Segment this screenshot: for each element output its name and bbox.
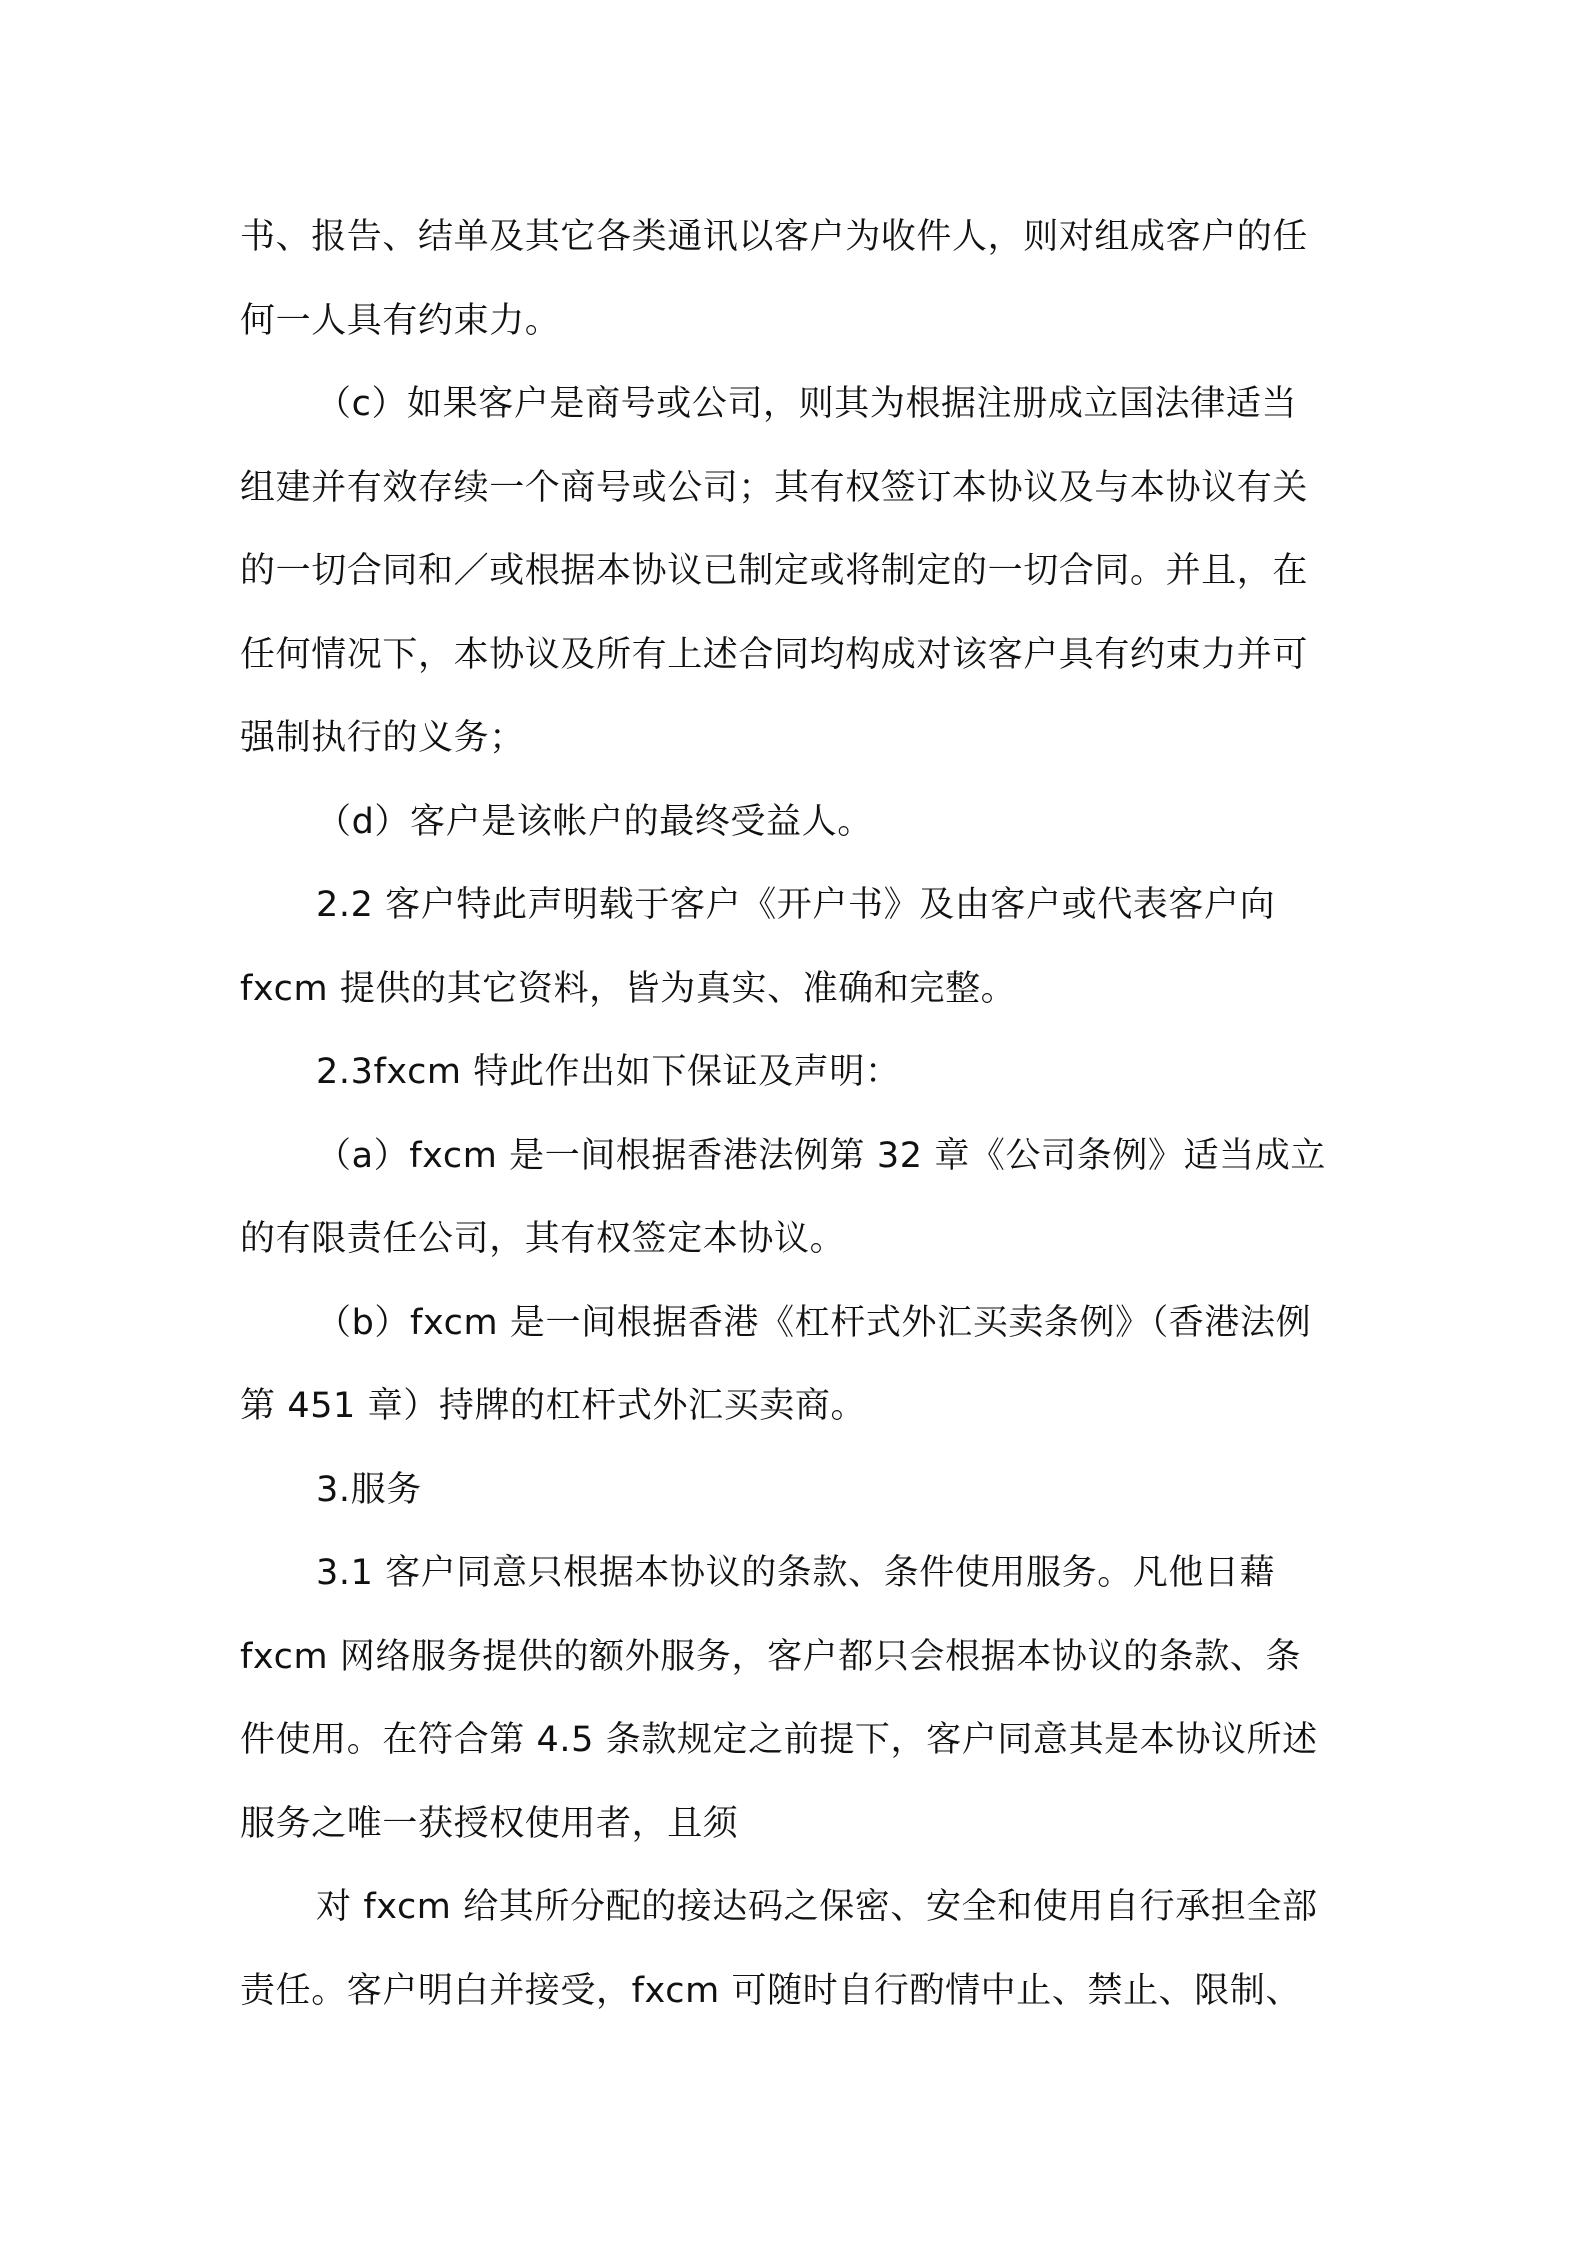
text-line: 的一切合同和／或根据本协议已制定或将制定的一切合同。并且，在 <box>240 551 1309 591</box>
clause-2-2-line: 2.2 客户特此声明载于客户《开户书》及由客户或代表客户向 <box>316 885 1276 925</box>
text-line: 第 451 章）持牌的杠杆式外汇买卖商。 <box>240 1386 867 1426</box>
clause-c-line: （c）如果客户是商号或公司，则其为根据注册成立国法律适当 <box>316 384 1298 424</box>
clause-b-line: （b）fxcm 是一间根据香港《杠杆式外汇买卖条例》（香港法例 <box>316 1302 1312 1343</box>
text-line: 件使用。在符合第 4.5 条款规定之前提下，客户同意其是本协议所述 <box>240 1720 1318 1760</box>
text-line: 何一人具有约束力。 <box>240 300 561 341</box>
clause-2-3-line: 2.3fxcm 特此作出如下保证及声明： <box>316 1052 901 1092</box>
text-line: 任何情况下，本协议及所有上述合同均构成对该客户具有约束力并可 <box>240 634 1309 675</box>
clause-d-line: （d）客户是该帐户的最终受益人。 <box>316 801 873 842</box>
text-line: 的有限责任公司，其有权签定本协议。 <box>240 1219 846 1259</box>
document-body <box>240 196 1360 2033</box>
paragraph-line: 对 fxcm 给其所分配的接达码之保密、安全和使用自行承担全部 <box>316 1887 1318 1927</box>
text-line: 强制执行的义务； <box>240 718 525 758</box>
clause-3-1-line: 3.1 客户同意只根据本协议的条款、条件使用服务。凡他日藉 <box>316 1553 1276 1593</box>
section-3-heading: 3.服务 <box>316 1469 422 1510</box>
text-line: fxcm 提供的其它资料，皆为真实、准确和完整。 <box>240 968 1017 1009</box>
text-line: 服务之唯一获授权使用者，且须 <box>240 1803 739 1844</box>
clause-a-line: （a）fxcm 是一间根据香港法例第 32 章《公司条例》适当成立 <box>316 1135 1326 1176</box>
text-line: fxcm 网络服务提供的额外服务，客户都只会根据本协议的条款、条 <box>240 1636 1302 1677</box>
text-line: 书、报告、结单及其它各类通讯以客户为收件人，则对组成客户的任 <box>240 217 1309 257</box>
text-line: 组建并有效存续一个商号或公司；其有权签订本协议及与本协议有关 <box>240 467 1309 508</box>
text-line: 责任。客户明白并接受，fxcm 可随时自行酌情中止、禁止、限制、 <box>240 1970 1302 2011</box>
